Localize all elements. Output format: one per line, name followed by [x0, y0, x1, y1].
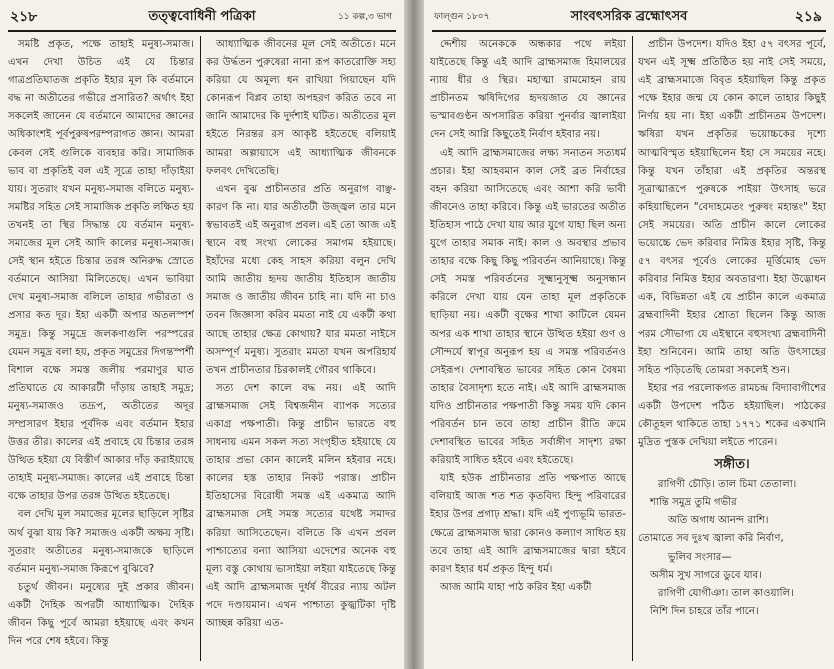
raga-line: রাগিণী চৌড়ি। তাল চিমা তেতালা।: [658, 479, 797, 491]
left-header: [8, 6, 396, 28]
song-title: সঙ্গীত।: [714, 457, 750, 473]
left-issue-mark: ১১ কল্প,৩ ভাগ: [337, 12, 392, 22]
paragraph: এই আদি ব্রাহ্মসমাজের লক্ষ্য সনাতন সত্যধর্ম প্রচার। ইহা আহবমান কাল সেই ব্রত নির্বাহের বহন করিয়া আসিতেছে এবং আশা করি ভাবী জীবনেও তাহা করিবে। কিন্তু এই ভারতের অতীত ইতিহাস পাঠে দেখা যায় আর যুগে যাহা ছিল অন্য যুগে তাহার সমাক নাই। কাল ও অবস্থার প্রভাব তাহার বক্ষে কিছু কিছু পরিবর্তন আনিয়াছে। কিন্তু সেই সমস্ত পরিবর্তনের সূক্ষ্মানুসূক্ষ্ম অনুসন্ধান করিলে দেখা যায় যেন তাহা মূল প্রকৃতিকে ছাড়িয়া নয়। একটী বৃক্ষের শাখা কাটিলে যেমন অপর এক শাখা তাহার স্থানে উত্থিত হইয়া গুণ ও সৌন্দর্যে স্বাপূর অনুরূপ হয় এ সমস্ত পরিবর্তনও সেইরূপ। দেশাবস্থিত ভাবের সহিত কোন বৈষম্য তাহার বৈসাদৃশ্য হতে নাই। এই আদি ব্রাহ্মসমাজ যদিও প্রাচীনতার পক্ষপাতী কিন্তু সময় যদি কোন পরিবর্তন চান তবে তাহা প্রাচীন রীতি ক্রমে দেশাবস্থিত ভাবের সহিত সর্বাঙ্গীণ সাদৃশ্য রক্ষা করিয়াই সাধিত হইবে এবং হইতেছে।: [430, 147, 626, 467]
left-page-number: ২১৮: [10, 9, 38, 25]
right-page: [424, 0, 834, 669]
right-page-number: ২১৯: [794, 9, 822, 25]
left-running-head: তত্ত্ববোধিনী পত্রিকা: [148, 9, 256, 24]
paragraph: চতুর্থ জীবন। মনুষ্যের দুই প্রকার জীবন। একটী দৈহিক অপরটী আধ্যাত্মিক। দৈহিক জীবন কিছু পূর্বে আমরা হইয়াছে এবং কখন দিন পরে শেষ হইবে। কিন্তু: [8, 581, 194, 648]
raga-line: রাগিণী যোগীঞা। তাল কাওয়ালি।: [658, 587, 794, 599]
right-column-divider: [632, 36, 633, 661]
left-header-rule: [8, 30, 396, 32]
left-page: [0, 0, 404, 669]
book-gutter: [404, 0, 424, 669]
paragraph: এখন বুঝ প্রাচীনতার প্রতি অনুরাগ বাঞ্ছ-কারণ কি না। যার অতীতটী উজ্জ্বল তার মনে স্বভাবতই এই অনুরাগ প্রবল। এই তো আজ এই স্থানে বহু সংখ্য লোকের সমাগম হইয়াছে। ইহাঁদের মধ্যে কেহ সাহস করিয়া বলুন দেখি আমি জাতীয় হৃদয় জাতীয় ইতিহাস জাতীয় সমাজ ও জাতীয় জীবন চাহি না। যদি না চাও তবন জিজ্ঞাসা করিব মমতা নাই যে একটী কথা আছে তাহার ক্ষেত্র কোথায়? যার মমতা নাইসে অসম্পূর্ণ মনুষ্য। সুতরাং মমতা যখন অপরিহার্য তখন প্রাচীনতার চিরকালই গৌরব থাকিবে।: [206, 183, 396, 376]
paragraph: যাই হউক প্রাচীনতার প্রতি পক্ষপাত আছে বলিয়াই আজ শত শত কৃতবিদ্য হিন্দু পরিবারের ইহার উপর প্রগাঢ় শ্রদ্ধা। যদি এই পুণ্যভূমি ভারত-ক্ষেত্রে ব্রাহ্মসমাজ দ্বারা কোনও কল্যাণ সাধিত হয় তবে তাহা এই আদি ব্রাহ্মসমাজের দ্বারা হইবে কারণ ইহার ধর্ম প্রকৃত হিন্দু ধর্ম।: [430, 473, 626, 575]
right-header-rule: [432, 30, 826, 32]
right-issue-mark: ফাল্গুন ১৮০৭: [434, 12, 490, 22]
right-header: [432, 6, 826, 28]
song-line: নিশি দিন চাহরে তাঁর পানে।: [650, 605, 759, 617]
right-column-2: [638, 36, 826, 661]
right-running-head: সাংবৎসরিক ব্রহ্মোৎসব: [570, 9, 688, 24]
right-column-1: [430, 36, 626, 661]
paragraph: সমষ্টি প্রকৃত, পক্ষে তাহাই মনুষ্য-সমাজ। এখন দেখা উচিত এই যে চিন্তার গাত্রপ্রতিঘাতজ প্রকৃতি ইহার মূল কি বর্তমানে বদ্ধ না অতীতের গভীরে প্রসারিত? অর্থাৎ ইহা সকলেই জানেন যে বর্তমানে আমাদের জ্ঞানের অধিকাংশই পূর্বপুরুষপরম্পরাগত জ্ঞান। আমরা কেবল সেই গুলিকে ব্যবহার করি। সামাজিক ভাব বা প্রকৃতিই বল এই সূত্রে তাহা দাঁড়াইয়া যায়। সুতরাং যখন মনুষ্য-সমাজ বলিতে মনুষ্য-সমষ্টির সহিত সেই সামাজিক প্রকৃতি লক্ষিত হয় তখনই তা স্থির সিদ্ধান্ত যে বর্তমান মনুষ্য-সমাজের মূল সেই আদি কালের মনুষ্য-সমাজ। সেই স্থান হইতে চিন্তার তরঙ্গ অনিরুদ্ধ স্রোতে বর্তমানে আসিয়া মিলিতেছে। এখন ভাবিয়া দেখ মনুষ্য-সমাজ বলিলে তাহার গভীরতা ও প্রসার কত দূর। ইহা একটী অপার অতলস্পর্শ সমুদ্র। কিন্তু সমুদ্রে জলকণাগুলি পরস্পরের যেমন সমুদ্র বলা হয়, প্রকৃত সমুদ্রের দিগন্তস্পর্শী বিশাল বক্ষে সমস্ত জলীয় পরমাণুর ঘাত প্রতিঘাতে যে আকারটী দাঁড়ায় তাহাই সমুদ্র; মনুষ্য-সমাজও তদ্রূপ, অতীতের অদূর সম্প্রসারণ ইহার পূর্বদিক এবং বর্তমান ইহার উত্তর তীর। কালের এই প্রবাহে যে চিন্তার তরঙ্গ উত্থিত হইয়া যে বিস্তীর্ণ আকার দাঁড় করাইয়াছে তাহাই মনুষ্য-সমাজ। কালের এই প্রবাহে চিন্তা বক্ষে তাহার উপর তরঙ্গ উত্থিত হইতেছে।: [8, 39, 194, 503]
paragraph: ইহার পর পরলোকগত রামচন্দ্র বিদ্যাবাগীশের একটী উপদেশ পঠিত হইয়াছিল। পাঠকের কৌতূহল থাকিতে তাহা ১৭৭১ শকের একখানি মুদ্রিত পুস্তক দেখিয়া লইতে পারেন।: [638, 382, 826, 449]
song-line: তোমাতে সব দুঃখ জ্বালা করি নির্বাণ,: [638, 533, 784, 545]
paragraph: আজ আমি যাহা পাঠ করিব ইহা একটী: [440, 581, 592, 593]
paragraph: সত্য দেশ কালে বদ্ধ নয়। এই আদি ব্রাহ্মসমাজ সেই বিশ্বজনীন ব্যাপক সত্যের একাগ্র পক্ষপাতী। কিন্তু প্রাচীন ভারতে বহু সাধনায় এমন সকল সত্য সংগৃহীত হইয়াছে যে তাহার প্রভা কোন কালেই মলিন হইবার নহে। কালের হস্ত তাহার নিকট পরাস্ত। প্রাচীন ইতিহাসের বিরোধী সমস্ত এই একমাত্র আদি ব্রাহ্মসমাজ সেই সমস্ত সত্যের যথেষ্ট সমাদর করিয়া আসিতেছেন। বলিতে কি এখন প্রবল পাশ্চাত্যের বন্যা আসিয়া এদেশের অনেক বহু মূল্য বস্তু কোথায় ভাসাইয়া লইয়া যাইতেছে কিন্তু এই আদি ব্রাহ্মসমাজ দুর্ধর্ষ বীরের ন্যায় অটল পদে দণ্ডায়মান। এখন পাশ্চাত্য কুজ্ঝটিকা দৃষ্টি আচ্ছন্ন করিয়া এত-: [206, 382, 396, 629]
paragraph: বল দেখি মূল সমাজের মূলের ছাড়িলে সৃষ্টির অর্থ বুঝা যায় কি? সমাজও একটী অক্ষয় সৃষ্টি। সুতরাং অতীতের মনুষ্য-সমাজকে ছাড়িলে বর্তমান মনুষ্য-সমাজ কিরূপে বুঝিবে?: [8, 509, 194, 575]
paragraph: আধ্যাত্মিক জীবনের মূল সেই অতীতে। মনে কর উর্দ্ধতন পুরুষেরা নানা রূপ কাতরোক্তি সহ্য করিয়া যে অমূল্য ধন রাখিয়া গিয়াছেন যদি কোনরূপ বিপ্লব তাহা অপহরণ করিত তবে না জানি আমাদের কি দুর্দশাই ঘটিত। অতীতের মূল হইতে নিরন্তর রস আকৃষ্ট হইতেছে বলিয়াই আমরা অল্পায়াসে এই আধ্যাত্মিক জীবনকে ফলবৎ দেখিতেছি।: [206, 39, 396, 177]
paragraph: দ্দেশীয় অনেককে অন্ধকার পথে লইয়া যাইতেছে কিন্তু এই আদি ব্রাহ্মসমাজ হিমালয়ের ন্যায় ধীর ও স্থির। মহাত্মা রামমোহন রায় প্রাচীনতম ঋষিদিগের হৃদয়জাত যে জ্ঞানের ভস্মাবগুণ্ঠন অপসারিত করিয়া পুনর্বার জ্বালাইয়া দেন সেই আগ্নি কিছুতেই নির্বাণ হইবার নয়।: [430, 39, 626, 141]
paragraph: প্রাচীন উপদেশ। যদিও ইহা ৫৭ বৎসর পূর্বে, যখন এই সূক্ষ্ম প্রতিষ্ঠিত হয় নাই সেই সময়ে, এই ব্রাহ্মসমাজে বিবৃত হইয়াছিল কিন্তু প্রকৃত পক্ষে ইহার জন্ম যে কোন কালে তাহার কিছুই নির্ণয় হয় না। ইহা একটী প্রাচীনতম উপদেশ। ঋষিরা যখন প্রকৃতির ভয়োচ্চকের দৃশ্যে আত্মবিস্মৃত হইয়াছিলেন ইহা সে সময়ের নহে। কিন্তু যখন তাঁহারা এই প্রকৃতির অন্তরস্থ সূত্রাত্মারূপে পুরুষকে পাইয়া উৎসাহ ভরে কহিয়াছিলেন "বেদাহমেতং পুরুষং মহান্তং" ইহা সেই সময়ের। অতি প্রাচীন কালে লোকের ভয়োচ্চে ভেদ করিবার নিমিত্ত ইহার সৃষ্টি, কিন্তু ৫৭ বৎসর পূর্বেও লোকের মূর্ত্তিমোহ ভেদ করিবার নিমিত্ত ইহার অবতারণা। ইহা উদ্ভোধন এক, বিভিন্নতা এই যে প্রাচীন কালে একমাত্র ব্রহ্মবাদিনী ইহার শ্রোতা ছিলেন কিন্তু আজ পরম সৌভাগ্য যে এইস্থানে বহুসংখ্য ব্রহ্মবাদিনী ইহা শুনিবেন। আমি তাহা অতি উৎসাহের সহিত পড়িতেছি তোমরা সকলেই শুন।: [638, 39, 826, 376]
song-line: অতি অগাধ আনন্দ রাশি।: [668, 515, 769, 527]
song-block: [638, 476, 826, 621]
left-column-2: [206, 36, 396, 661]
left-column-divider: [200, 36, 201, 661]
left-column-1: [8, 36, 194, 661]
song-line: শান্তি সমুদ্র তুমি গভীর: [650, 497, 737, 509]
song-line: অসীম সুখ সাগরে ডুবে যাব।: [650, 569, 762, 581]
song-line: ভুলিব সংসার—: [668, 551, 732, 563]
